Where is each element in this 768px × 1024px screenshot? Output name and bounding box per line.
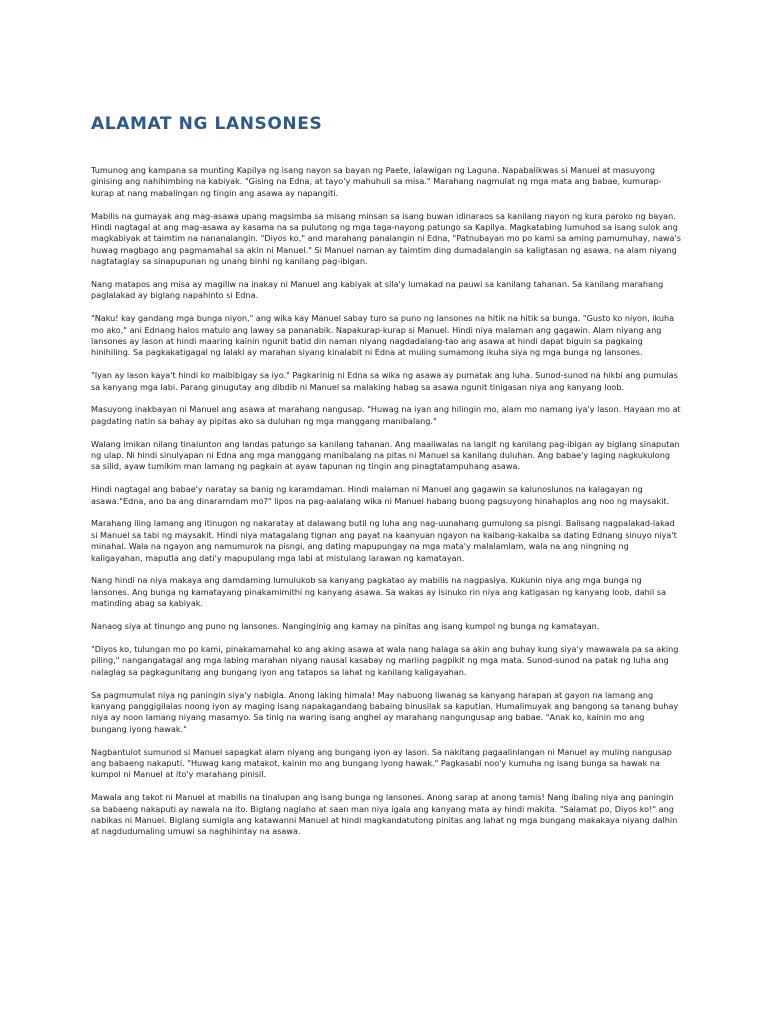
paragraph: Tumunog ang kampana sa munting Kapilya ng isang nayon sa bayan ng Paete, lalawigan ng Laguna. Napabalikwas si Manuel at masuyong ginising ang nahihimbing na kabiyak. "Gising na Edna, at tayo'y mahuhuli sa misa." Marahang nagmulat ng mga mata ang babae, kumurap-kurap at nang mabalingan ng tingin ang asawa ay napangiti. (91, 165, 662, 198)
paragraph: Nagbantulot sumunod si Manuel sapagkat alam niyang ang bungang iyon ay lason. Sa nakitang pagaalinlangan ni Manuel ay muling nangusap ang babaeng nakaputi. "Huwag kang matakot, kainin mo ang bungang iyong hawak." Pagkasabi noo'y kumuha ng isang bunga sa hawak na kumpol ni Manuel at ito'y marahang pinisil. (91, 746, 672, 780)
document-body (91, 165, 681, 838)
paragraph: Nang hindi na niya makaya ang damdaming lumulukob sa kanyang pagkatao ay mabilis na nagpasiya. Kukunin niya ang mga bunga ng lansones. Ang bunga ng kamatayang pinakamimithi ng kanyang asawa. Sa wakas ay isinuko rin niya ang katigasan ng kanyang loob, dahil sa matinding abag sa kabiyak. (91, 575, 667, 609)
paragraph: "Iyan ay lason kaya't hindi ko maibibigay sa iyo." Pagkarinig ni Edna sa wika ng asawa ay pumatak ang luha. Sunod-sunod na hikbi ang pumulas sa kanyang mga labi. Parang ginugutay ang dibdib ni Manuel sa malaking habag sa asawa ngunit tinigasan niya ang kanyang loob. (91, 370, 678, 392)
paragraph: Marahang iling lamang ang itinugon ng nakaratay at dalawang butil ng luha ang nag-uunahang gumulong sa pisngi. Balisang nagpalakad-lakad si Manuel sa tabi ng maysakit. Hindi niya matagalang tignan ang payat na kaanyuan ngayon na kaibang-kakaiba sa dating Ednang sinuyo niya't minahal. Wala na ngayon ang namumurok na pisngi, ang dating mapupungay na mga mata'y malalamlam, wala na ang ningning ng kaligayahan, maputla ang dati'y mapupulang mga labi at mistulang larawan ng kamatayan. (91, 518, 677, 563)
paragraph: "Naku! kay gandang mga bunga niyon," ang wika kay Manuel sabay turo sa puno ng lansones na hitik na hitik sa bunga. "Gusto ko niyon, ikuha mo ako," ani Ednang halos matulo ang laway sa pananabik. Napakurap-kurap si Manuel. Hindi niya malaman ang gagawin. Alam niyang ang lansones ay lason at hindi maaring kainin ngunit batid din naman niyang nagdadalang-tao ang asawa at hindi dapat biguin sa pagkaing hinihiling. Sa pagkakatigagal ng lalaki ay marahan siyang kinalabit ni Edna at muling sumamong ikuha siya ng mga bunga ng lansones. (91, 313, 675, 358)
paragraph: Walang imikan nilang tinalunton ang landas patungo sa kanilang tahanan. Ang maaliwalas na langit ng kanilang pag-ibigan ay biglang sinaputan ng ulap. Ni hindi sinulyapan ni Edna ang mga manggang manibalang na pitas ni Manuel sa kanilang duluhan. Ang babae'y laging nagkukulong sa silid, ayaw tumikim man lamang ng pagkain at ayaw tapunan ng tingin ang pinagtatampuhang asawa. (91, 438, 680, 472)
paragraph: Nanaog siya at tinungo ang puno ng lansones. Nanginginig ang kamay na pinitas ang isang kumpol ng bunga ng kamatayan. (91, 621, 600, 632)
document-title: ALAMAT NG LANSONES (91, 114, 323, 134)
paragraph: Nang matapos ang misa ay magiliw na inakay ni Manuel ang kabiyak at sila'y lumakad na pauwi sa kanilang tahanan. Sa kanilang marahang paglalakad ay biglang napahinto si Edna. (91, 279, 664, 301)
paragraph: Hindi nagtagal ang babae'y naratay sa banig ng karamdaman. Hindi malaman ni Manuel ang gagawin sa kalunoslunos na kalagayan ng asawa."Edna, ano ba ang dinaramdam mo?" lipos na pag-aalalang wika ni Manuel habang buong pagsuyong hinahaplos ang noo ng maysakit. (91, 484, 670, 506)
paragraph: Sa pagmumulat niya ng paningin siya'y nabigla. Anong laking himala! May nabuong liwanag sa kanyang harapan at gayon na lamang ang kanyang panggigilalas noong iyon ay maging isang napakagandang babaing binusilak sa kaputian. Humalimuyak ang bangong sa tanang buhay niya ay noon lamang niyang masamyo. Sa tinig na waring isang anghel ay marahang nangungusap ang babae. "Anak ko, kainin mo ang bungang iyong hawak." (91, 689, 679, 734)
paragraph: Mabilis na gumayak ang mag-asawa upang magsimba sa misang minsan sa isang buwan idinaraos sa kanilang nayon ng kura paroko ng bayan. Hindi nagtagal at ang mag-asawa ay kasama na sa pulutong ng mga taga-nayong patungo sa Kapilya. Magkatabing lumuhod sa isang sulok ang magkabiyak at taimtim na nananalangin. "Diyos ko," and marahang panalangin ni Edna, "Patnubayan mo po kami sa aming pamumuhay, nawa's huwag magbago ang pagmamahal sa akin ni Manuel." Si Manuel naman ay taimtim ding dumadalangin sa kaligtasan ng asawa, na alam niyang nagtataglay sa sinapupunan ng unang binhi ng kanilang pag-ibigan. (91, 210, 681, 267)
document-page (91, 113, 681, 849)
paragraph: Masuyong inakbayan ni Manuel ang asawa at marahang nangusap. "Huwag na iyan ang hilingin mo, alam mo namang iya'y lason. Hayaan mo at pagdating natin sa bahay ay pipitas ako sa duluhan ng mga manggang manibalang." (91, 404, 681, 426)
paragraph: "Diyos ko, tulungan mo po kami, pinakamamahal ko ang aking asawa at wala nang halaga sa akin ang buhay kung siya'y mawawala pa sa aking piling," nangangatagal ang mga labing marahan niyang nausal kasabay ng mariing pagpikit ng mga mata. Sunod-sunod na patak ng luha ang nalaglag sa pagkagunitang ang bungang iyon ang tatapos sa lahat ng kanilang kaligayahan. (91, 643, 679, 677)
paragraph: Mawala ang takot ni Manuel at mabilis na tinalupan ang isang bunga ng lansones. Anong sarap at anong tamis! Nang ibaling niya ang paningin sa babaeng nakaputi ay nawala na ito. Biglang naglaho at saan man niya igala ang kanyang mata ay hindi makita. "Salamat po, Diyos ko!" ang nabikas ni Manuel. Biglang sumigla ang katawanni Manuel at hindi magkandatutong pinitas ang lahat ng mga bungang makakaya niyang dalhin at nagdudumaling umuwi sa naghihintay na asawa. (91, 792, 678, 837)
